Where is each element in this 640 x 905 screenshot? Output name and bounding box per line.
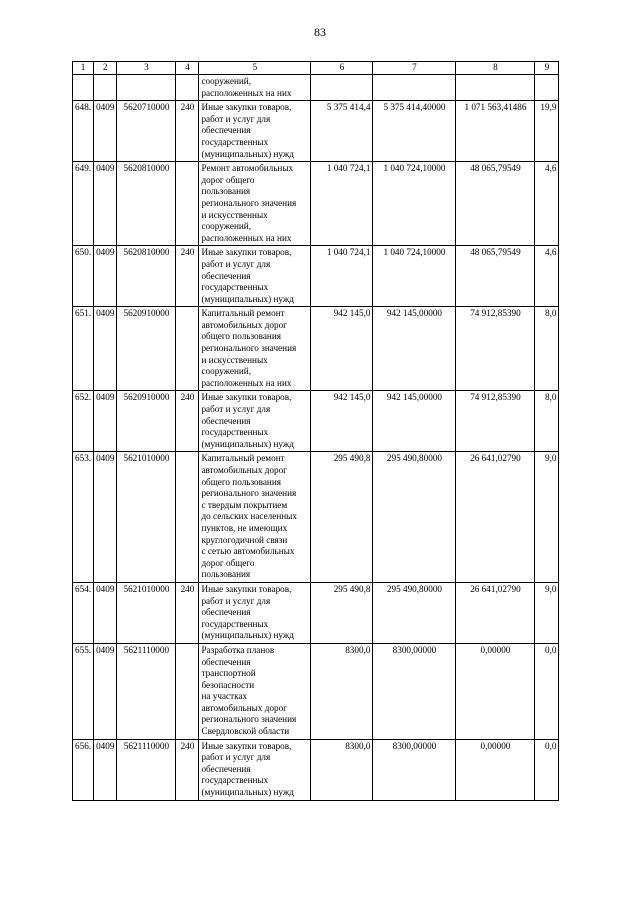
column-8-cell: 26 641,02790 xyxy=(456,582,535,643)
section-cell: 0409 xyxy=(94,452,117,583)
column-header: 4 xyxy=(176,62,199,75)
row-number-cell: 656. xyxy=(73,739,94,800)
section-cell: 0409 xyxy=(94,162,117,246)
column-6-cell: 8300,0 xyxy=(311,739,373,800)
table-row xyxy=(73,643,559,739)
column-8-cell: 48 065,79549 xyxy=(456,246,535,307)
table-row xyxy=(73,246,559,307)
column-6-cell: 1 040 724,1 xyxy=(311,162,373,246)
column-8-cell: 0,00000 xyxy=(456,643,535,739)
column-7-cell: 1 040 724,10000 xyxy=(373,246,456,307)
column-header: 3 xyxy=(117,62,176,75)
column-6-cell: 942 145,0 xyxy=(311,307,373,391)
row-number-cell: 650. xyxy=(73,246,94,307)
continuation-text: сооружений, расположенных на них xyxy=(199,75,311,101)
column-6-cell: 942 145,0 xyxy=(311,391,373,452)
table-row xyxy=(73,739,559,800)
section-cell: 0409 xyxy=(94,246,117,307)
target-code-cell: 5620810000 xyxy=(117,162,176,246)
expense-type-cell xyxy=(176,307,199,391)
column-9-cell: 4,6 xyxy=(535,162,559,246)
section-cell: 0409 xyxy=(94,739,117,800)
column-7-cell: 8300,00000 xyxy=(373,739,456,800)
column-8-cell: 74 912,85390 xyxy=(456,307,535,391)
column-9-cell: 8,0 xyxy=(535,307,559,391)
section-cell: 0409 xyxy=(94,307,117,391)
table-row xyxy=(73,452,559,583)
continuation-row xyxy=(73,75,559,101)
column-9-cell: 0,0 xyxy=(535,739,559,800)
column-9-cell: 19,9 xyxy=(535,101,559,162)
column-header: 5 xyxy=(199,62,311,75)
column-9-cell: 8,0 xyxy=(535,391,559,452)
row-number-cell: 655. xyxy=(73,643,94,739)
description-cell: Ремонт автомобильных дорог общего пользования регионального значения и искусственных сооружений, расположенных на них xyxy=(199,162,311,246)
target-code-cell: 5621010000 xyxy=(117,452,176,583)
column-7-cell: 8300,00000 xyxy=(373,643,456,739)
column-8-cell: 26 641,02790 xyxy=(456,452,535,583)
target-code-cell: 5620710000 xyxy=(117,101,176,162)
column-7-cell: 295 490,80000 xyxy=(373,452,456,583)
row-number-cell: 648. xyxy=(73,101,94,162)
target-code-cell: 5621110000 xyxy=(117,739,176,800)
target-code-cell: 5620910000 xyxy=(117,391,176,452)
row-number-cell: 652. xyxy=(73,391,94,452)
column-9-cell: 4,6 xyxy=(535,246,559,307)
column-6-cell: 1 040 724,1 xyxy=(311,246,373,307)
section-cell: 0409 xyxy=(94,643,117,739)
page-number: 83 xyxy=(314,25,326,39)
expense-type-cell: 240 xyxy=(176,246,199,307)
column-header: 1 xyxy=(73,62,94,75)
table-row xyxy=(73,162,559,246)
row-number-cell: 651. xyxy=(73,307,94,391)
expense-type-cell xyxy=(176,162,199,246)
target-code-cell: 5621010000 xyxy=(117,582,176,643)
column-header: 7 xyxy=(373,62,456,75)
description-cell: Разработка планов обеспечения транспортной безопасности на участках автомобильных дорог регионального значения Свердловской области xyxy=(199,643,311,739)
section-cell: 0409 xyxy=(94,582,117,643)
expense-type-cell: 240 xyxy=(176,582,199,643)
expense-type-cell: 240 xyxy=(176,391,199,452)
column-6-cell: 295 490,8 xyxy=(311,582,373,643)
expense-type-cell xyxy=(176,452,199,583)
column-6-cell: 5 375 414,4 xyxy=(311,101,373,162)
column-7-cell: 1 040 724,10000 xyxy=(373,162,456,246)
column-8-cell: 1 071 563,41486 xyxy=(456,101,535,162)
row-number-cell: 653. xyxy=(73,452,94,583)
table-row xyxy=(73,391,559,452)
column-9-cell: 0,0 xyxy=(535,643,559,739)
column-7-cell: 5 375 414,40000 xyxy=(373,101,456,162)
section-cell: 0409 xyxy=(94,101,117,162)
section-cell: 0409 xyxy=(94,391,117,452)
header-row xyxy=(73,62,559,75)
description-cell: Иные закупки товаров, работ и услуг для обеспечения государственных (муниципальных) нужд xyxy=(199,246,311,307)
table-row xyxy=(73,307,559,391)
column-8-cell: 0,00000 xyxy=(456,739,535,800)
expense-type-cell: 240 xyxy=(176,739,199,800)
description-cell: Иные закупки товаров, работ и услуг для обеспечения государственных (муниципальных) нужд xyxy=(199,582,311,643)
row-number-cell: 654. xyxy=(73,582,94,643)
expense-type-cell xyxy=(176,643,199,739)
column-header: 6 xyxy=(311,62,373,75)
column-header: 9 xyxy=(535,62,559,75)
column-8-cell: 48 065,79549 xyxy=(456,162,535,246)
column-6-cell: 8300,0 xyxy=(311,643,373,739)
description-cell: Капитальный ремонт автомобильных дорог общего пользования регионального значения и искусственных сооружений, расположенных на них xyxy=(199,307,311,391)
description-cell: Капитальный ремонт автомобильных дорог общего пользования регионального значения с твердым покрытием до сельских населенных пунктов, не имеющих круглогодичной связи с сетью автомобильных дорог общего пользования xyxy=(199,452,311,583)
description-cell: Иные закупки товаров, работ и услуг для обеспечения государственных (муниципальных) нужд xyxy=(199,391,311,452)
table-row xyxy=(73,582,559,643)
expense-type-cell: 240 xyxy=(176,101,199,162)
column-8-cell: 74 912,85390 xyxy=(456,391,535,452)
column-7-cell: 295 490,80000 xyxy=(373,582,456,643)
row-number-cell: 649. xyxy=(73,162,94,246)
description-cell: Иные закупки товаров, работ и услуг для обеспечения государственных (муниципальных) нужд xyxy=(199,739,311,800)
column-header: 2 xyxy=(94,62,117,75)
table-row xyxy=(73,101,559,162)
target-code-cell: 5620810000 xyxy=(117,246,176,307)
column-header: 8 xyxy=(456,62,535,75)
target-code-cell: 5621110000 xyxy=(117,643,176,739)
budget-table xyxy=(72,61,559,801)
column-7-cell: 942 145,00000 xyxy=(373,391,456,452)
column-9-cell: 9,0 xyxy=(535,452,559,583)
description-cell: Иные закупки товаров, работ и услуг для обеспечения государственных (муниципальных) нужд xyxy=(199,101,311,162)
column-7-cell: 942 145,00000 xyxy=(373,307,456,391)
column-6-cell: 295 490,8 xyxy=(311,452,373,583)
column-9-cell: 9,0 xyxy=(535,582,559,643)
target-code-cell: 5620910000 xyxy=(117,307,176,391)
